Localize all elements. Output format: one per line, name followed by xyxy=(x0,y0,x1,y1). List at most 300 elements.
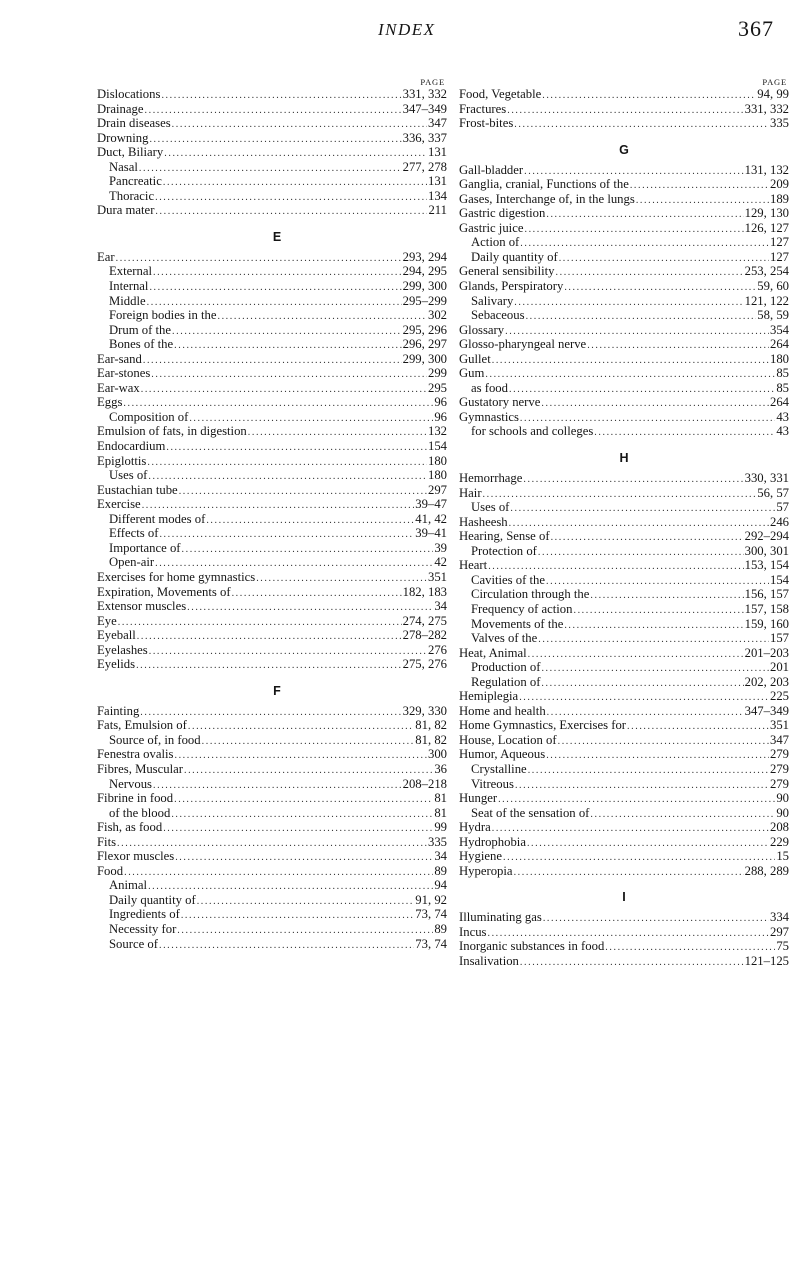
index-subentry xyxy=(459,500,789,515)
dot-leader xyxy=(174,793,433,808)
dot-leader xyxy=(136,659,402,674)
index-subentry xyxy=(97,541,447,556)
index-entry xyxy=(459,747,789,762)
entry-term: Protection of xyxy=(471,543,537,558)
entry-term: Food xyxy=(97,863,124,878)
dot-leader xyxy=(159,939,414,954)
dot-leader xyxy=(594,426,775,441)
index-entry xyxy=(459,529,789,544)
index-entry xyxy=(459,864,789,879)
entry-term: Humor, Aqueous xyxy=(459,747,546,762)
entry-term: Extensor muscles xyxy=(97,599,187,614)
dot-leader xyxy=(248,426,427,441)
index-entry xyxy=(97,762,447,777)
entry-pages: 131, 132 xyxy=(744,162,789,177)
entry-pages: 153, 154 xyxy=(744,558,789,573)
index-entry xyxy=(97,102,447,117)
entry-pages: 347–349 xyxy=(744,703,789,718)
entry-pages: 121, 122 xyxy=(744,293,789,308)
entry-pages: 36 xyxy=(434,761,447,776)
entry-pages: 295 xyxy=(427,380,447,395)
entry-term: Hyperopia xyxy=(459,863,513,878)
index-entry xyxy=(97,116,447,131)
entry-pages: 99 xyxy=(434,820,447,835)
index-subentry xyxy=(97,937,447,952)
entry-term: General sensibility xyxy=(459,264,555,279)
dot-leader xyxy=(143,354,402,369)
entry-term: Hemiplegia xyxy=(459,689,519,704)
dot-leader xyxy=(188,720,414,735)
index-subentry xyxy=(97,555,447,570)
index-subentry xyxy=(97,279,447,294)
dot-leader xyxy=(527,837,769,852)
index-entry xyxy=(97,585,447,600)
entry-term: Dislocations xyxy=(97,87,161,101)
index-entry xyxy=(97,497,447,512)
index-entry xyxy=(459,177,789,192)
index-subentry xyxy=(97,323,447,338)
entry-pages: 159, 160 xyxy=(744,616,789,631)
entry-term: Food, Vegetable xyxy=(459,87,542,101)
dot-leader xyxy=(515,779,769,794)
entry-term: Home Gymnastics, Exercises for xyxy=(459,718,627,733)
dot-leader xyxy=(564,281,756,296)
index-entry xyxy=(97,439,447,454)
entry-term: Ganglia, cranial, Functions of the xyxy=(459,177,629,192)
entry-term: Epiglottis xyxy=(97,453,147,468)
entry-term: Frequency of action xyxy=(471,601,573,616)
index-subentry xyxy=(459,806,789,821)
entry-pages: 208–218 xyxy=(402,776,447,791)
entry-pages: 90 xyxy=(776,805,789,820)
dot-leader xyxy=(509,383,775,398)
entry-pages: 277, 278 xyxy=(402,159,447,174)
entry-term: Fibrine in food xyxy=(97,791,174,806)
entry-pages: 90 xyxy=(776,791,789,806)
entry-pages: 253, 254 xyxy=(744,264,789,279)
section-letter: I xyxy=(622,890,626,905)
index-entry xyxy=(459,87,789,102)
dot-leader xyxy=(161,89,401,104)
entry-term: Gum xyxy=(459,366,485,381)
entry-term: Crystalline xyxy=(471,761,527,776)
index-subentry xyxy=(97,174,447,189)
dot-leader xyxy=(182,543,434,558)
index-subentry xyxy=(459,308,789,323)
entry-term: Animal xyxy=(109,878,148,893)
entry-term: Movements of the xyxy=(471,616,564,631)
entry-pages: 296, 297 xyxy=(402,337,447,352)
dot-leader xyxy=(503,851,775,866)
entry-pages: 75 xyxy=(776,939,789,954)
dot-leader xyxy=(153,266,402,281)
entry-term: Action of xyxy=(471,235,520,250)
entry-pages: 299 xyxy=(427,366,447,381)
entry-pages: 201–203 xyxy=(744,645,789,660)
entry-term: Nervous xyxy=(109,776,152,791)
index-subentry xyxy=(97,189,447,204)
entry-term: Gustatory nerve xyxy=(459,395,541,410)
dot-leader xyxy=(149,133,401,148)
dot-leader xyxy=(483,488,757,503)
entry-pages: 85 xyxy=(776,366,789,381)
entry-term: Pancreatic xyxy=(109,174,162,189)
index-entry xyxy=(459,558,789,573)
entry-pages: 347 xyxy=(427,116,447,131)
entry-pages: 129, 130 xyxy=(744,206,789,221)
index-subentry xyxy=(459,602,789,617)
dot-leader xyxy=(627,720,769,735)
index-entry xyxy=(459,910,789,925)
index-entry xyxy=(97,835,447,850)
entry-pages: 43 xyxy=(776,409,789,424)
index-subentry xyxy=(459,294,789,309)
index-entry xyxy=(97,628,447,643)
entry-term: Exercise xyxy=(97,497,141,512)
dot-leader xyxy=(590,808,775,823)
section-letter: F xyxy=(273,683,281,698)
entry-term: Ear-wax xyxy=(97,380,140,395)
entry-term: Emulsion of fats, in digestion xyxy=(97,424,247,439)
entry-pages: 278–282 xyxy=(402,628,447,643)
entry-pages: 81 xyxy=(434,805,447,820)
entry-term: as food xyxy=(471,380,508,395)
index-subentry xyxy=(459,631,789,646)
entry-term: Inorganic substances in food xyxy=(459,939,605,954)
entry-pages: 347 xyxy=(769,732,789,747)
index-subentry xyxy=(459,381,789,396)
page-column-label: PAGE xyxy=(762,77,787,87)
index-subentry xyxy=(459,762,789,777)
entry-term: Hearing, Sense of xyxy=(459,529,550,544)
entry-term: Drain diseases xyxy=(97,116,171,131)
dot-leader xyxy=(163,822,433,837)
index-entry xyxy=(97,820,447,835)
entry-pages: 300 xyxy=(427,747,447,762)
index-entry xyxy=(459,323,789,338)
index-entry xyxy=(459,820,789,835)
entry-pages: 157 xyxy=(769,631,789,646)
index-entry xyxy=(97,643,447,658)
entry-pages: 331, 332 xyxy=(744,101,789,116)
index-entry xyxy=(459,102,789,117)
index-entry xyxy=(97,747,447,762)
index-entry xyxy=(459,116,789,131)
dot-leader xyxy=(163,176,427,191)
entry-term: Nasal xyxy=(109,159,138,174)
index-entry xyxy=(459,410,789,425)
entry-pages: 276 xyxy=(427,642,447,657)
entry-pages: 229 xyxy=(769,834,789,849)
entry-term: Open-air xyxy=(109,555,155,570)
dot-leader xyxy=(546,749,769,764)
dot-leader xyxy=(520,956,744,971)
dot-leader xyxy=(541,397,769,412)
entry-term: Fish, as food xyxy=(97,820,163,835)
index-subentry xyxy=(97,264,447,279)
entry-pages: 56, 57 xyxy=(757,485,789,500)
entry-term: Middle xyxy=(109,293,146,308)
entry-pages: 59, 60 xyxy=(757,279,789,294)
entry-term: Necessity for xyxy=(109,921,177,936)
dot-leader xyxy=(528,648,744,663)
entry-term: Hemorrhage xyxy=(459,471,523,486)
entry-pages: 154 xyxy=(427,439,447,454)
entry-term: House, Location of xyxy=(459,732,557,747)
page-title: INDEX xyxy=(378,20,436,39)
index-entry xyxy=(97,395,447,410)
dot-leader xyxy=(174,339,401,354)
entry-term: Different modes of xyxy=(109,511,206,526)
dot-leader xyxy=(573,604,743,619)
entry-term: Daily quantity of xyxy=(109,892,196,907)
entry-pages: 131 xyxy=(427,174,447,189)
index-entry xyxy=(459,718,789,733)
index-subentry xyxy=(459,544,789,559)
entry-pages: 354 xyxy=(769,322,789,337)
entry-term: Valves of the xyxy=(471,631,538,646)
entry-pages: 57 xyxy=(776,500,789,515)
dot-leader xyxy=(538,633,769,648)
dot-leader xyxy=(514,866,744,881)
entry-pages: 334 xyxy=(769,910,789,925)
entry-term: Home and health xyxy=(459,703,546,718)
dot-leader xyxy=(519,691,769,706)
entry-pages: 73, 74 xyxy=(415,907,447,922)
entry-pages: 157, 158 xyxy=(744,601,789,616)
dot-leader xyxy=(630,179,769,194)
entry-pages: 180 xyxy=(427,468,447,483)
entry-pages: 329, 330 xyxy=(402,703,447,718)
entry-pages: 134 xyxy=(427,188,447,203)
entry-term: Hunger xyxy=(459,791,498,806)
index-entry xyxy=(459,264,789,279)
entry-term: Eyelids xyxy=(97,657,136,672)
entry-term: Fainting xyxy=(97,703,140,718)
entry-pages: 43 xyxy=(776,424,789,439)
section-letter: G xyxy=(619,142,629,157)
index-entry xyxy=(97,718,447,733)
dot-leader xyxy=(526,310,757,325)
entry-pages: 85 xyxy=(776,380,789,395)
index-entry xyxy=(97,864,447,879)
entry-pages: 34 xyxy=(434,599,447,614)
entry-term: Cavities of the xyxy=(471,572,545,587)
index-subentry xyxy=(459,424,789,439)
entry-pages: 279 xyxy=(769,761,789,776)
dot-leader xyxy=(141,383,427,398)
dot-leader xyxy=(145,104,402,119)
entry-pages: 279 xyxy=(769,776,789,791)
entry-pages: 127 xyxy=(769,235,789,250)
entry-term: Hygiene xyxy=(459,849,502,864)
entry-pages: 295–299 xyxy=(402,293,447,308)
entry-term: Fractures xyxy=(459,101,507,116)
entry-term: Daily quantity of xyxy=(471,249,558,264)
dot-leader xyxy=(556,266,744,281)
entry-pages: 294, 295 xyxy=(402,264,447,279)
entry-pages: 202, 203 xyxy=(744,674,789,689)
dot-leader xyxy=(542,89,756,104)
index-subentry xyxy=(459,250,789,265)
index-subentry xyxy=(97,160,447,175)
index-subentry xyxy=(459,617,789,632)
entry-pages: 300, 301 xyxy=(744,543,789,558)
dot-leader xyxy=(187,601,433,616)
entry-term: of the blood xyxy=(109,805,171,820)
dot-leader xyxy=(153,779,402,794)
entry-pages: 336, 337 xyxy=(402,130,447,145)
index-entry xyxy=(97,366,447,381)
entry-pages: 15 xyxy=(776,849,789,864)
dot-leader xyxy=(510,502,775,517)
entry-pages: 180 xyxy=(769,351,789,366)
entry-pages: 96 xyxy=(434,395,447,410)
index-subentry xyxy=(97,308,447,323)
entry-pages: 302 xyxy=(427,308,447,323)
index-entry xyxy=(97,791,447,806)
index-entry xyxy=(459,221,789,236)
dot-leader xyxy=(181,909,414,924)
entry-term: Glossary xyxy=(459,322,505,337)
dot-leader xyxy=(541,662,769,677)
index-entry xyxy=(459,486,789,501)
index-entry xyxy=(459,835,789,850)
entry-pages: 39–47 xyxy=(415,497,447,512)
index-entry xyxy=(459,163,789,178)
dot-leader xyxy=(137,630,402,645)
dot-leader xyxy=(541,677,743,692)
entry-pages: 58, 59 xyxy=(757,308,789,323)
entry-term: Expiration, Movements of xyxy=(97,584,231,599)
entry-pages: 335 xyxy=(427,834,447,849)
entry-term: Eggs xyxy=(97,395,123,410)
entry-pages: 39–41 xyxy=(415,526,447,541)
index-entry xyxy=(459,192,789,207)
entry-term: Endocardium xyxy=(97,439,166,454)
dot-leader xyxy=(175,851,433,866)
entry-pages: 189 xyxy=(769,191,789,206)
entry-term: Frost-bites xyxy=(459,116,514,131)
entry-term: Hair xyxy=(459,485,482,500)
dot-leader xyxy=(118,616,402,631)
entry-pages: 297 xyxy=(427,482,447,497)
entry-term: Vitreous xyxy=(471,776,514,791)
entry-pages: 331, 332 xyxy=(402,87,447,101)
entry-pages: 295, 296 xyxy=(402,322,447,337)
dot-leader xyxy=(492,822,769,837)
entry-term: Fits xyxy=(97,834,117,849)
entry-term: Importance of xyxy=(109,540,181,555)
index-entry xyxy=(459,337,789,352)
page-number: 367 xyxy=(738,16,774,41)
dot-leader xyxy=(172,118,427,133)
dot-leader xyxy=(202,735,415,750)
index-column-right xyxy=(459,77,789,969)
entry-term: for schools and colleges xyxy=(471,424,594,439)
index-subentry xyxy=(97,294,447,309)
index-subentry xyxy=(97,733,447,748)
entry-term: Insalivation xyxy=(459,953,519,968)
dot-leader xyxy=(551,531,744,546)
index-entry xyxy=(97,570,447,585)
index-subentry xyxy=(459,235,789,250)
entry-term: Hasheesh xyxy=(459,514,508,529)
entry-pages: 264 xyxy=(769,337,789,352)
entry-pages: 209 xyxy=(769,177,789,192)
dot-leader xyxy=(171,808,433,823)
entry-pages: 39 xyxy=(434,540,447,555)
dot-leader xyxy=(151,368,427,383)
entry-pages: 274, 275 xyxy=(402,613,447,628)
entry-term: Duct, Biliary xyxy=(97,145,164,160)
dot-leader xyxy=(256,572,427,587)
entry-pages: 299, 300 xyxy=(402,279,447,294)
entry-pages: 351 xyxy=(769,718,789,733)
entry-term: Ear xyxy=(97,249,115,264)
index-subentry xyxy=(97,337,447,352)
entry-term: Fenestra ovalis xyxy=(97,747,174,762)
entry-term: Source of xyxy=(109,936,158,951)
entry-pages: 96 xyxy=(434,409,447,424)
entry-pages: 211 xyxy=(428,203,447,218)
dot-leader xyxy=(564,619,743,634)
entry-term: Regulation of xyxy=(471,674,541,689)
index-entry xyxy=(97,424,447,439)
index-entry xyxy=(459,849,789,864)
index-entry xyxy=(459,515,789,530)
entry-term: Fibres, Muscular xyxy=(97,761,183,776)
dot-leader xyxy=(149,645,427,660)
index-entry xyxy=(459,471,789,486)
index-subentry xyxy=(459,660,789,675)
entry-term: Ear-sand xyxy=(97,351,142,366)
entry-pages: 89 xyxy=(434,863,447,878)
entry-pages: 81, 82 xyxy=(415,718,447,733)
dot-leader xyxy=(155,205,427,220)
dot-leader xyxy=(485,368,775,383)
dot-leader xyxy=(184,764,433,779)
entry-pages: 73, 74 xyxy=(415,936,447,951)
entry-term: Eustachian tube xyxy=(97,482,178,497)
entry-pages: 182, 183 xyxy=(402,584,447,599)
dot-leader xyxy=(507,104,743,119)
dot-leader xyxy=(148,470,427,485)
dot-leader xyxy=(147,456,427,471)
index-subentry xyxy=(459,777,789,792)
entry-pages: 156, 157 xyxy=(744,587,789,602)
entry-pages: 94, 99 xyxy=(757,87,789,101)
index-subentry xyxy=(459,675,789,690)
entry-pages: 279 xyxy=(769,747,789,762)
dot-leader xyxy=(116,252,402,267)
dot-leader xyxy=(149,281,401,296)
entry-pages: 41, 42 xyxy=(415,511,447,526)
index-entry xyxy=(459,925,789,940)
index-entry xyxy=(97,145,447,160)
entry-pages: 81, 82 xyxy=(415,732,447,747)
dot-leader xyxy=(174,749,427,764)
entry-term: Exercises for home gymnastics xyxy=(97,569,256,584)
entry-pages: 131 xyxy=(427,145,447,160)
dot-leader xyxy=(232,587,402,602)
entry-term: Eyelashes xyxy=(97,642,148,657)
entry-pages: 127 xyxy=(769,249,789,264)
dot-leader xyxy=(587,339,769,354)
dot-leader xyxy=(523,473,743,488)
entry-term: Drowning xyxy=(97,130,149,145)
entry-term: Seat of the sensation of xyxy=(471,805,590,820)
